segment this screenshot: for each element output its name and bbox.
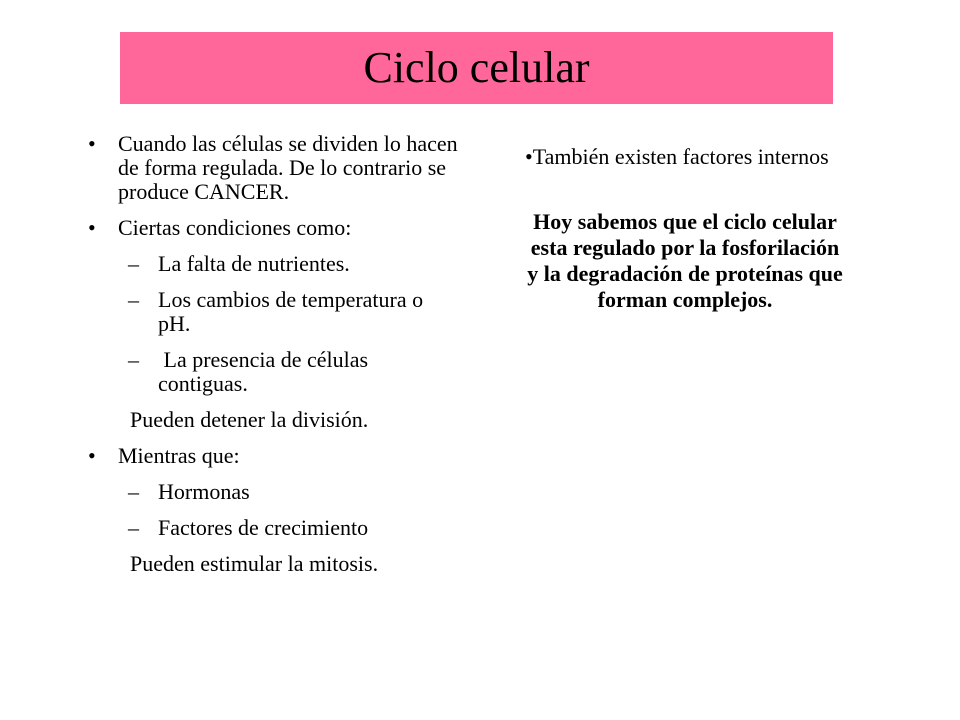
dash-icon: – [128,347,139,372]
sub-item [88,252,460,276]
left-content [88,132,460,588]
bullet-icon: • [88,443,96,468]
dash-icon: – [128,479,139,504]
key-statement: Hoy sabemos que el ciclo celular esta regulado por la fosforilación y la degradación de proteínas que forman complejos. [527,209,843,312]
sub-item-text: Hormonas [158,479,250,504]
title-banner [120,32,833,104]
dash-icon: – [128,515,139,540]
bullet-item [88,132,460,204]
summary-line: Pueden estimular la mitosis. [130,551,379,576]
bullet-icon: • [88,131,96,156]
bullet-text: Cuando las células se dividen lo hacen de forma regulada. De lo contrario se produce CANCER. [118,131,458,204]
bullet-item [88,444,460,468]
slide-title: Ciclo celular [363,43,590,92]
bullet-text: Ciertas condiciones como: [118,215,352,240]
bullet-icon: • [88,215,96,240]
sub-item [88,288,460,336]
sub-item-text: Factores de crecimiento [158,515,369,540]
dash-icon: – [128,251,139,276]
sub-item-text: La falta de nutrientes. [158,251,350,276]
bullet-item [88,216,460,240]
sub-item-text: La presencia de células contiguas. [158,347,374,396]
bullet-text: Mientras que: [118,443,240,468]
sub-item [88,348,460,396]
dash-icon: – [128,287,139,312]
summary-line: Pueden detener la división. [130,407,369,432]
sub-item-text: Los cambios de temperatura o pH. [158,287,424,336]
sub-item [88,516,460,540]
right-intro: •También existen factores internos [525,144,829,169]
sub-item [88,480,460,504]
right-content [525,145,845,313]
